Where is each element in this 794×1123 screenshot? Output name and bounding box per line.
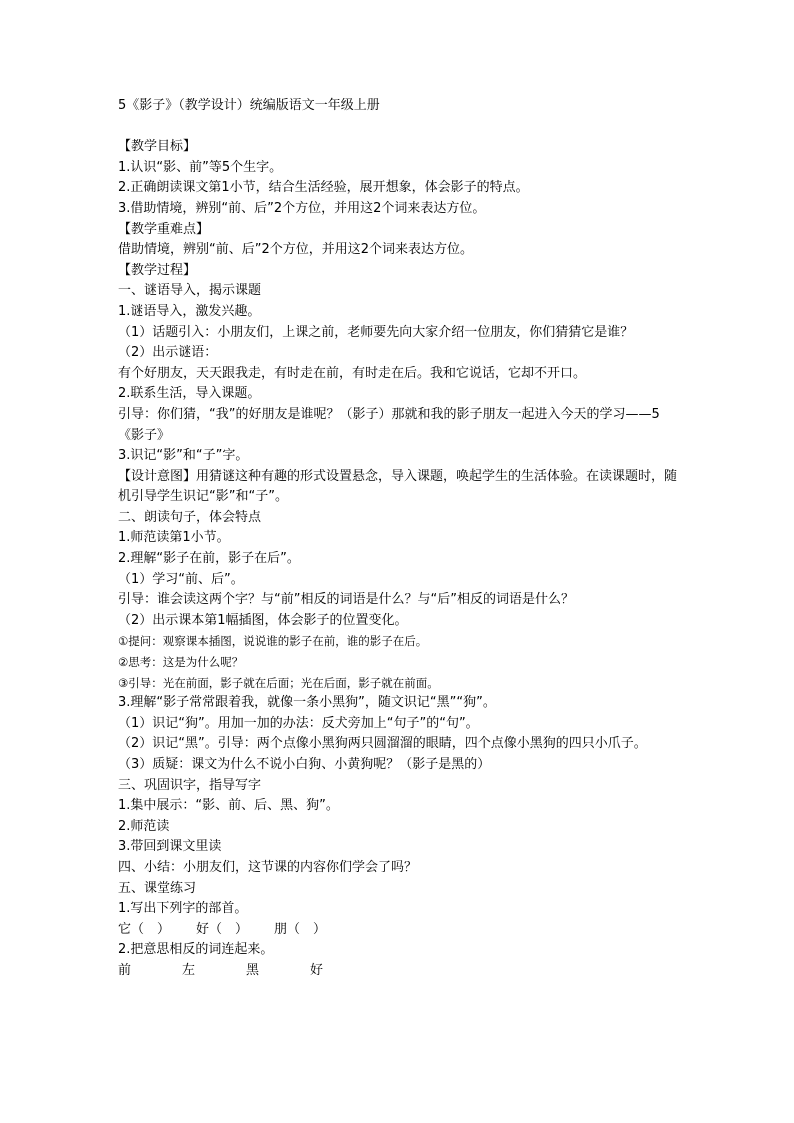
step-1-2: 2.联系生活，导入课题。 xyxy=(118,386,261,402)
section-heading-process: 【教学过程】 xyxy=(118,262,197,278)
step-2-2: 2.理解“影子在前，影子在后”。 xyxy=(118,551,300,567)
step-2-2-b-3: ③引导：光在前面，影子就在后面；光在后面，影子就在前面。 xyxy=(118,675,439,690)
part-4-heading: 四、小结：小朋友们，这节课的内容你们学会了吗？ xyxy=(118,859,418,875)
radical-blanks xyxy=(118,920,678,941)
step-1-1-a: （1）话题引入：小朋友们，上课之前，老师要先向大家介绍一位朋友，你们猜猜它是谁？ xyxy=(118,324,634,340)
part-1-heading: 一、谜语导入，揭示课题 xyxy=(118,283,262,299)
word-item: 好 xyxy=(310,962,324,978)
part-3-heading: 三、巩固识字，指导写字 xyxy=(118,777,262,793)
step-1-1-b: （2）出示谜语： xyxy=(118,345,218,361)
goal-3: 3.借助情境，辨别“前、后”2个方位，并用这2个词来表达方位。 xyxy=(118,200,486,216)
step-2-2-b-2: ②思考：这是为什么呢？ xyxy=(118,655,244,670)
key-points-text: 借助情境，辨别“前、后”2个方位，并用这2个词来表达方位。 xyxy=(118,242,474,258)
step-3-2: 2.师范读 xyxy=(118,818,170,834)
section-heading-key-points: 【教学重难点】 xyxy=(118,221,210,237)
step-3-1: 1.集中展示：“影、前、后、黑、狗”。 xyxy=(118,798,339,814)
section-heading-goals: 【教学目标】 xyxy=(118,139,197,155)
step-2-3-c: （3）质疑：课文为什么不说小白狗、小黄狗呢？（影子是黑的） xyxy=(118,757,491,772)
blank-item: 朋（ ） xyxy=(274,921,327,937)
step-2-3-a: （1）识记“狗”。用加一加的办法：反犬旁加上“句子”的“句”。 xyxy=(118,715,479,731)
word-item: 前 xyxy=(118,962,132,978)
step-1-2-guide: 引导：你们猜，“我”的好朋友是谁呢？（影子）那就和我的影子朋友一起进入今天的学习——5《影子》 xyxy=(118,406,660,443)
part-5-heading: 五、课堂练习 xyxy=(118,880,197,896)
blank-item: 它（ ） xyxy=(118,921,171,937)
word-item: 黑 xyxy=(246,962,260,978)
step-2-3-b: （2）识记“黑”。引导：两个点像小黑狗两只圆溜溜的眼睛，四个点像小黑狗的四只小爪子。 xyxy=(118,736,647,752)
step-1-3: 3.识记“影”和“子”字。 xyxy=(118,448,249,464)
blank-item: 好（ ） xyxy=(196,921,249,937)
step-2-2-a: （1）学习“前、后”。 xyxy=(118,571,244,587)
word-item: 左 xyxy=(182,962,196,978)
riddle-text: 有个好朋友，天天跟我走，有时走在前，有时走在后。我和它说话，它却不开口。 xyxy=(118,365,587,381)
doc-title: 5《影子》（教学设计）统编版语文一年级上册 xyxy=(118,98,380,113)
antonym-words xyxy=(118,961,678,982)
step-2-3: 3.理解“影子常常跟着我，就像一条小黑狗”，随文识记“黑”“狗”。 xyxy=(118,695,496,711)
step-3-3: 3.带回到课文里读 xyxy=(118,839,222,855)
exercise-1: 1.写出下列字的部首。 xyxy=(118,901,248,917)
goal-1: 1.认识“影、前”等5个生字。 xyxy=(118,159,283,175)
step-2-1: 1.师范读第1小节。 xyxy=(118,530,230,546)
step-2-2-b-1: ①提问：观察课本插图，说说谁的影子在前，谁的影子在后。 xyxy=(118,634,428,649)
exercise-2: 2.把意思相反的词连起来。 xyxy=(118,942,274,958)
goal-2: 2.正确朗读课文第1小节，结合生活经验，展开想象，体会影子的特点。 xyxy=(118,180,529,196)
document-page xyxy=(118,96,678,982)
part-2-heading: 二、朗读句子，体会特点 xyxy=(118,509,262,525)
step-1-1: 1.谜语导入，激发兴趣。 xyxy=(118,303,261,319)
step-2-2-guide: 引导：谁会读这两个字？与“前”相反的词语是什么？与“后”相反的词语是什么？ xyxy=(118,592,574,608)
step-2-2-b: （2）出示课本第1幅插图，体会影子的位置变化。 xyxy=(118,612,408,628)
design-intent: 【设计意图】用猜谜这种有趣的形式设置悬念，导入课题，唤起学生的生活体验。在读课题时，随机引导学生识记“影”和“子”。 xyxy=(118,468,678,505)
